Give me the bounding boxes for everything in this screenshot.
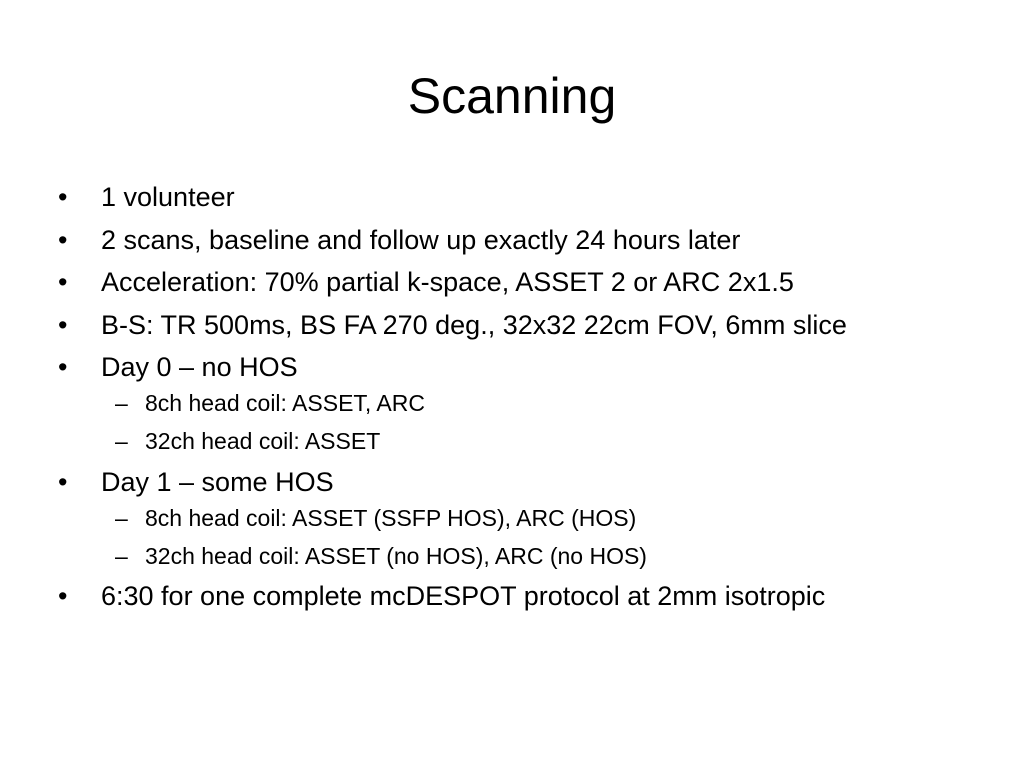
- bullet-icon: •: [58, 581, 68, 611]
- bullet-item: [58, 265, 978, 299]
- bullet-icon: •: [58, 352, 68, 382]
- sub-bullet-text: 8ch head coil: ASSET (SSFP HOS), ARC (HOS): [145, 504, 637, 531]
- bullet-icon: •: [58, 224, 68, 255]
- bullet-item: [58, 350, 978, 456]
- sub-bullet-text: 32ch head coil: ASSET: [145, 428, 381, 454]
- bullet-text: 6:30 for one complete mcDESPOT protocol at 2mm isotropic: [101, 581, 826, 611]
- dash-icon: –: [115, 504, 128, 531]
- bullet-text: Day 0 – no HOS: [101, 352, 298, 382]
- sub-bullet-text: 8ch head coil: ASSET, ARC: [145, 390, 425, 416]
- bullet-icon: •: [58, 466, 68, 497]
- bullet-item: [58, 180, 978, 214]
- dash-icon: –: [115, 428, 128, 454]
- bullet-icon: •: [58, 309, 68, 340]
- bullet-text: B-S: TR 500ms, BS FA 270 deg., 32x32 22cm FOV, 6mm slice: [101, 309, 847, 340]
- bullet-text: Day 1 – some HOS: [101, 466, 334, 497]
- bullet-icon: •: [58, 182, 68, 212]
- bullet-text: 1 volunteer: [101, 182, 235, 212]
- bullet-text: Acceleration: 70% partial k-space, ASSET 2 or ARC 2x1.5: [101, 267, 794, 297]
- bullet-list: [58, 180, 978, 622]
- bullet-item: [58, 579, 978, 613]
- sub-bullet-item: [101, 426, 978, 456]
- slide-title: Scanning: [407, 68, 617, 124]
- sub-bullet-text: 32ch head coil: ASSET (no HOS), ARC (no HOS): [145, 542, 647, 569]
- bullet-text: 2 scans, baseline and follow up exactly 24 hours later: [101, 224, 741, 255]
- bullet-icon: •: [58, 267, 68, 297]
- bullet-item: [58, 465, 978, 571]
- sub-bullet-list: [101, 503, 978, 571]
- sub-bullet-list: [101, 388, 978, 456]
- dash-icon: –: [115, 390, 128, 416]
- bullet-item: [58, 308, 978, 342]
- sub-bullet-item: [101, 503, 978, 533]
- sub-bullet-item: [101, 388, 978, 418]
- sub-bullet-item: [101, 541, 978, 571]
- bullet-item: [58, 223, 978, 257]
- dash-icon: –: [115, 542, 128, 569]
